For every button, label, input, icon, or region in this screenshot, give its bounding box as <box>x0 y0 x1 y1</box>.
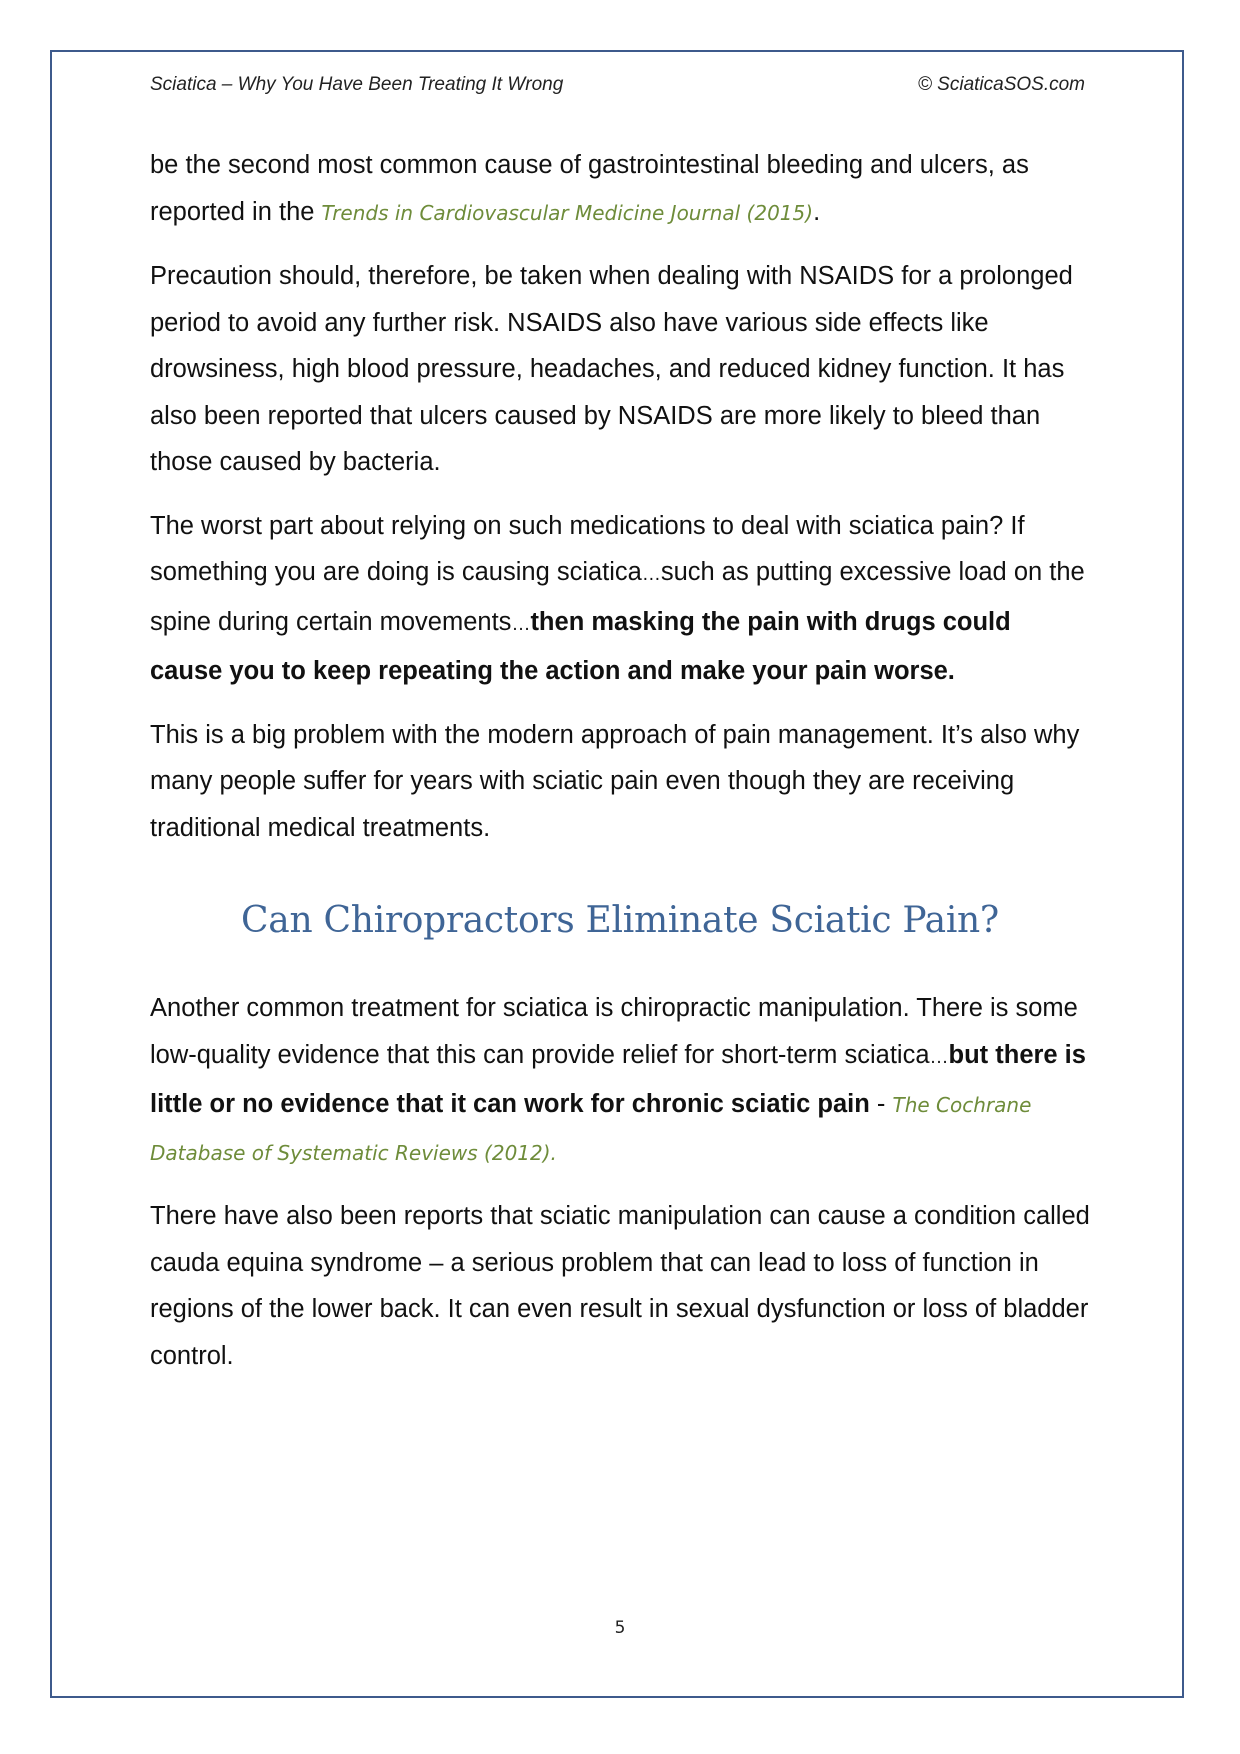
paragraph-gi-bleeding <box>150 142 1090 236</box>
document-title: Sciatica – Why You Have Been Treating It Wrong <box>150 74 564 95</box>
emphasis-text: but there is little or no evidence that it can work for chronic sciatic pain <box>150 1040 1086 1118</box>
page-content <box>150 142 1090 1396</box>
page-number: 5 <box>614 1618 626 1638</box>
section-heading: Can Chiropractors Eliminate Sciatic Pain? <box>241 900 999 941</box>
paragraph-text: be the second most common cause of gastrointestinal bleeding and ulcers, as reported in the <box>150 151 1029 226</box>
paragraph-text: The worst part about relying on such medications to deal with sciatica pain? If something you are doing is causing sciatica <box>150 511 1025 586</box>
paragraph-worst-part <box>150 503 1090 695</box>
paragraph-big-problem: This is a big problem with the modern approach of pain management. It’s also why many people suffer for years with sciatic pain even though they are receiving traditional medical treatments. <box>150 720 1080 842</box>
citation-trends-cardiovascular: Trends in Cardiovascular Medicine Journal (2015) <box>321 200 814 225</box>
ellipsis: … <box>641 564 661 585</box>
page-header <box>150 74 1085 102</box>
paragraph-cauda-equina: There have also been reports that sciatic manipulation can cause a condition called cauda equina syndrome – a serious problem that can lead to loss of function in regions of the lower back. It can even result in sexual dysfunction or loss of bladder control. <box>150 1202 1090 1370</box>
ellipsis: … <box>929 1046 949 1068</box>
paragraph-text: such as putting excessive load on the spine during certain movements <box>150 558 1085 636</box>
paragraph-text: Another common treatment for sciatica is chiropractic manipulation. There is some low-quality evidence that this can provide relief for short-term sciatica <box>150 994 1078 1069</box>
paragraph-precaution: Precaution should, therefore, be taken when dealing with NSAIDS for a prolonged period to avoid any further risk. NSAIDS also have various side effects like drowsiness, high blood pressure, headaches, and reduced kidney function. It has also been reported that ulcers caused by NSAIDS are more likely to bleed than those caused by bacteria. <box>150 262 1073 476</box>
emphasis-text: then masking the pain with drugs could cause you to keep repeating the action and make your pain worse. <box>150 607 1011 685</box>
paragraph-text: . <box>813 197 821 226</box>
citation-cochrane: The Cochrane Database of Systematic Reviews (2012). <box>150 1093 1032 1165</box>
copyright-notice: © SciaticaSOS.com <box>917 74 1085 95</box>
separator: - <box>869 1090 893 1118</box>
ellipsis: … <box>511 613 531 635</box>
paragraph-chiropractic <box>150 985 1090 1176</box>
